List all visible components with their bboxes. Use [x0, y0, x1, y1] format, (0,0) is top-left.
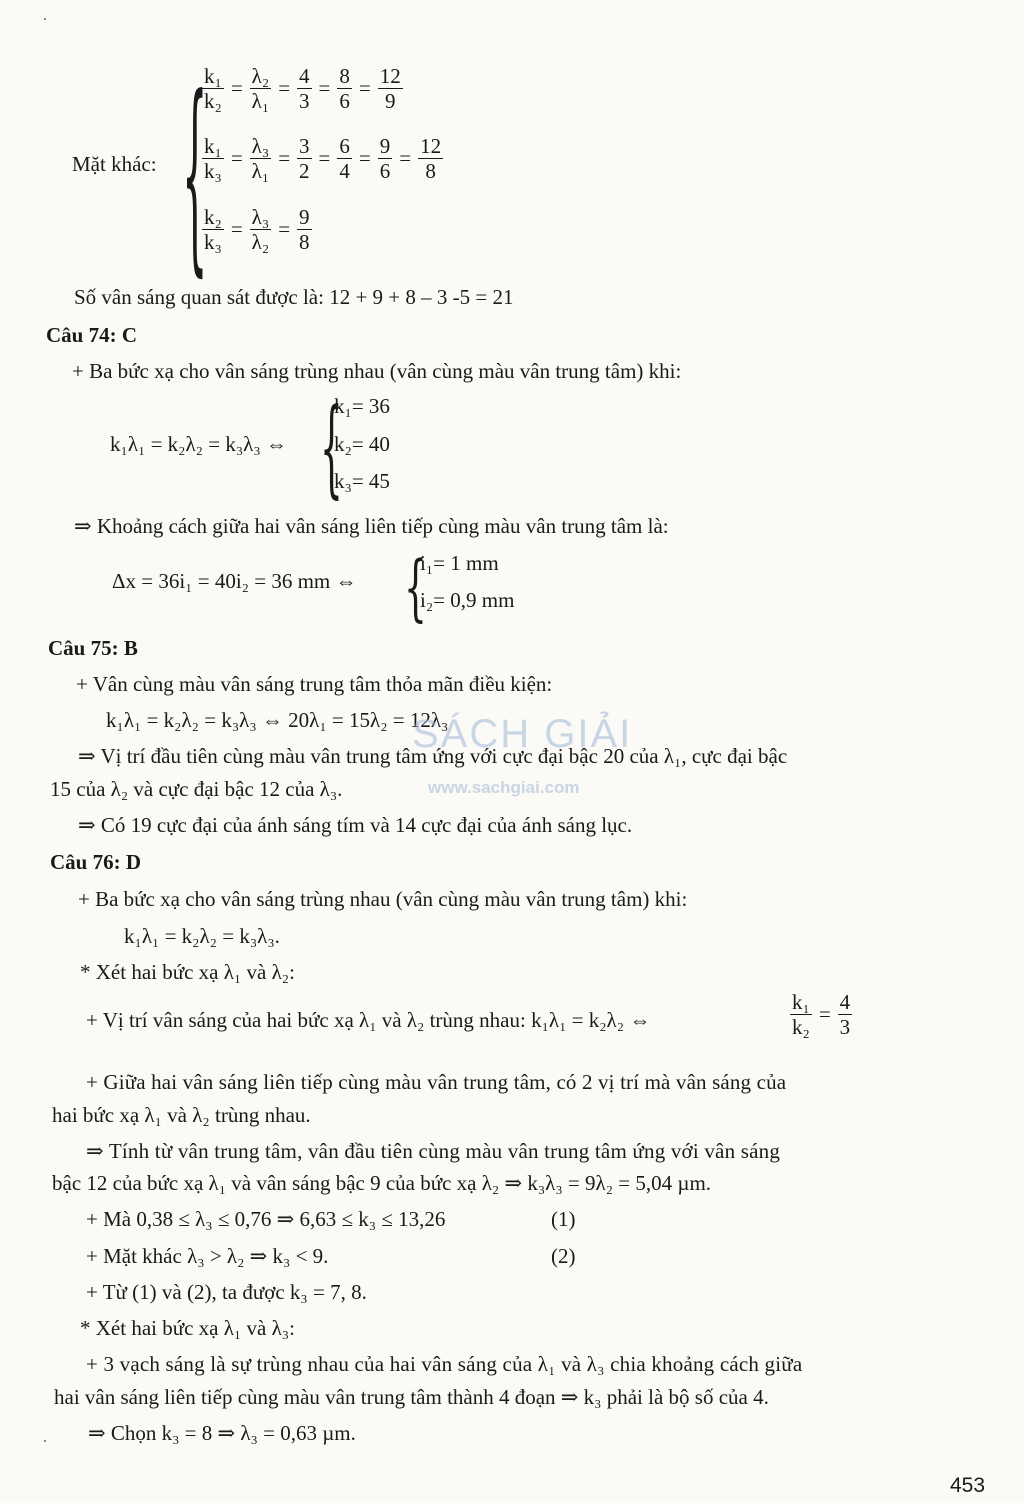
q76-line3: * Xét hai bức xạ λ₁ và λ₂: [80, 960, 295, 984]
q74-equation2: Δx = 36i₁ = 40i₂ = 36 mm ⇔ [112, 569, 357, 593]
fraction: $\frac{9}{6}$ [379, 134, 391, 184]
equals-sign: = [399, 146, 412, 171]
q76-line15: ⇒ Chọn k₃ = 8 ⇒ λ₃ = 0,63 µm. [88, 1421, 356, 1445]
fraction: $\frac{\text{λ₂}}{\text{λ₁}}$ [251, 64, 270, 114]
q74-k2: k₂= 40 [334, 432, 390, 456]
fraction: $\frac{12}{9}$ [379, 64, 401, 114]
fraction: $\frac{\text{λ₃}}{\text{λ₁}}$ [251, 134, 270, 184]
q76-line14: hai vân sáng liên tiếp cùng màu vân trung tâm thành 4 đoạn ⇒ k₃ phải là bộ số của 4. [54, 1385, 769, 1409]
bright-fringe-count: Số vân sáng quan sát được là: 12 + 9 + 8 – 3 -5 = 21 [74, 285, 514, 309]
question-74-heading: Câu 74: C [46, 323, 138, 347]
system-brace: { [182, 58, 208, 298]
equals-sign: = [230, 76, 243, 101]
fraction: $\frac{6}{4}$ [339, 134, 350, 184]
q76-line10-tag: (2) [551, 1244, 576, 1268]
q76-line5: + Giữa hai vân sáng liên tiếp cùng màu vân trung tâm, có 2 vị trí mà vân sáng của [86, 1070, 787, 1094]
q75-line1: + Vân cùng màu vân sáng trung tâm thỏa mãn điều kiện: [76, 672, 553, 696]
q76-ratio [788, 990, 854, 1039]
q76-line1: + Ba bức xạ cho vân sáng trùng nhau (vân cùng màu vân trung tâm) khi: [78, 887, 688, 911]
fraction: $\frac{3}{2}$ [299, 134, 310, 184]
ratio-row-2 [200, 134, 445, 183]
watermark-brand: SÁCH GIẢI [412, 712, 633, 756]
fraction: $\frac{\text{k₁}}{\text{k₂}}$ [792, 990, 810, 1040]
q76-line6: hai bức xạ λ₁ và λ₂ trùng nhau. [52, 1103, 311, 1127]
equals-sign: = [278, 76, 291, 101]
fraction: $\frac{\text{k₁}}{\text{k₂}}$ [204, 64, 222, 114]
q76-line4: + Vị trí vân sáng của hai bức xạ λ₁ và λ₂ trùng nhau: k₁λ₁ = k₂λ₂ ⇔ [86, 1008, 651, 1032]
q76-line8: bậc 12 của bức xạ λ₁ và vân sáng bậc 9 của bức xạ λ₂ ⇒ k₃λ₃ = 9λ₂ = 5,04 µm. [52, 1171, 712, 1195]
q74-brace: { [320, 389, 343, 510]
fraction: $\frac{\text{λ₃}}{\text{λ₂}}$ [251, 205, 270, 255]
q74-line2: ⇒ Khoảng cách giữa hai vân sáng liên tiếp cùng màu vân trung tâm là: [74, 514, 669, 538]
q76-line10: + Mặt khác λ₃ > λ₂ ⇒ k₃ < 9. [86, 1244, 329, 1268]
equals-sign: = [358, 76, 371, 101]
q74-brace2: { [404, 548, 427, 630]
equals-sign: = [818, 1002, 831, 1027]
q76-line2: k₁λ₁ = k₂λ₂ = k₃λ₃. [124, 924, 280, 948]
fraction: $\frac{9}{8}$ [299, 205, 310, 255]
q74-k3: k₃= 45 [334, 469, 390, 493]
fraction: $\frac{8}{6}$ [339, 64, 350, 114]
q75-line5: ⇒ Có 19 cực đại của ánh sáng tím và 14 cực đại của ánh sáng lục. [78, 813, 633, 837]
question-76-heading: Câu 76: D [50, 850, 142, 874]
fraction: $\frac{4}{3}$ [299, 64, 310, 114]
question-75-heading: Câu 75: B [48, 636, 138, 660]
q74-k1: k₁= 36 [334, 394, 390, 418]
q74-i2: i₂= 0,9 mm [420, 588, 515, 612]
margin-mark [44, 18, 46, 20]
equals-sign: = [318, 146, 331, 171]
q76-line9-tag: (1) [551, 1207, 576, 1231]
q75-line2: k₁λ₁ = k₂λ₂ = k₃λ₃ ⇔ 20λ₁ = 15λ₂ = 12λ₃ [106, 708, 449, 732]
fraction: $\frac{\text{k₂}}{\text{k₃}}$ [204, 205, 222, 255]
fraction: $\frac{\text{k₁}}{\text{k₃}}$ [204, 134, 222, 184]
block1-label: Mặt khác: [72, 152, 157, 176]
fraction: $\frac{12}{8}$ [420, 134, 442, 184]
equals-sign: = [230, 146, 243, 171]
ratio-row-1 [200, 64, 405, 113]
ratio-row-3 [200, 205, 314, 254]
q76-line12: * Xét hai bức xạ λ₁ và λ₃: [80, 1316, 295, 1340]
watermark-url: www.sachgiai.com [428, 778, 580, 797]
q76-line9: + Mà 0,38 ≤ λ₃ ≤ 0,76 ⇒ 6,63 ≤ k₃ ≤ 13,26 [86, 1207, 446, 1231]
q75-line4: 15 của λ₂ và cực đại bậc 12 của λ₃. [50, 777, 343, 801]
fraction: $\frac{4}{3}$ [839, 990, 851, 1040]
page-number: 453 [950, 1474, 986, 1497]
q76-line13: + 3 vạch sáng là sự trùng nhau của hai vân sáng của λ₁ và λ₃ chia khoảng cách giữa [86, 1352, 803, 1376]
q74-equation: k₁λ₁ = k₂λ₂ = k₃λ₃ ⇔ [110, 432, 287, 456]
equals-sign: = [318, 76, 331, 101]
q74-i1: i₁= 1 mm [420, 551, 499, 575]
equals-sign: = [278, 146, 291, 171]
margin-mark [44, 1440, 46, 1442]
equals-sign: = [358, 146, 371, 171]
q76-line7: ⇒ Tính từ vân trung tâm, vân đầu tiên cùng màu vân trung tâm ứng với vân sáng [86, 1139, 781, 1163]
equals-sign: = [278, 217, 291, 242]
q75-line3: ⇒ Vị trí đầu tiên cùng màu vân trung tâm ứng với cực đại bậc 20 của λ₁, cực đại bậc [78, 744, 788, 768]
equals-sign: = [230, 217, 243, 242]
q74-line1: + Ba bức xạ cho vân sáng trùng nhau (vân cùng màu vân trung tâm) khi: [72, 359, 682, 383]
q76-line11: + Từ (1) và (2), ta được k₃ = 7, 8. [86, 1280, 367, 1304]
